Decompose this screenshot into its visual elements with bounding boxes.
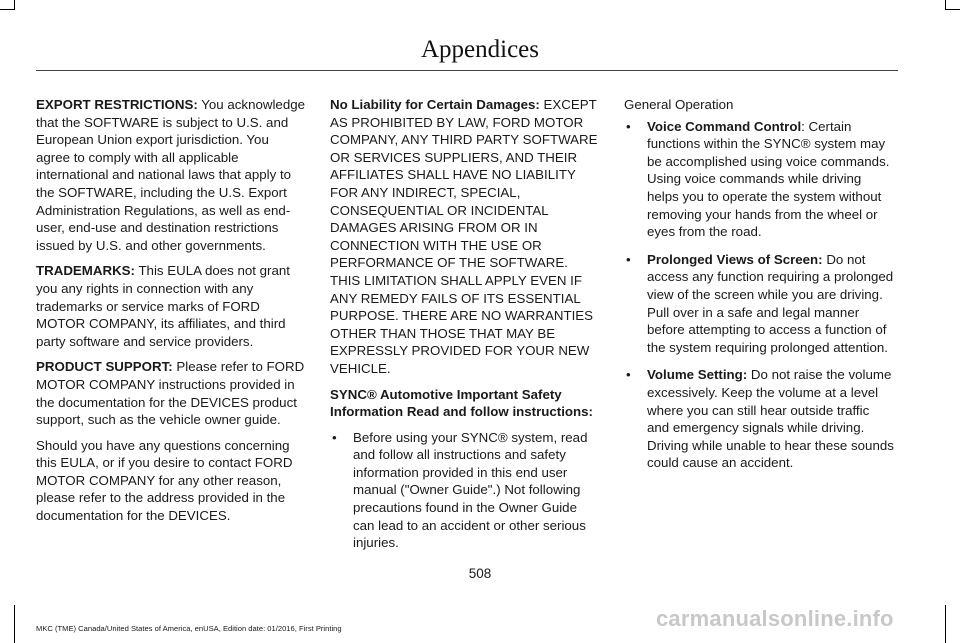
bullet-label: Volume Setting: [647, 367, 748, 383]
page-number: 508 [468, 566, 492, 581]
questions-paragraph: Should you have any questions concerning this EULA, or if you desire to contact FORD MOTOR COMPANY for any other reason, please refer to the address provided in the documentation for the DEVICES. [36, 437, 293, 524]
crop-mark [14, 0, 15, 10]
column-right [624, 96, 894, 482]
bullet-text: Do not raise the volume excessively. Keep the volume at a level where you can still hear outside traffic and emergency signals while driving. Driving while unable to hear these sounds could cause an accident. [647, 367, 894, 471]
trademarks-label: TRADEMARKS: [36, 263, 135, 279]
list-item [624, 366, 894, 472]
bullet-label: Prolonged Views of Screen: [647, 251, 823, 267]
trademarks-paragraph [36, 262, 306, 350]
bullet-label: Voice Command Control [647, 118, 802, 134]
support-text: Please refer to FORD MOTOR COMPANY instructions provided in the documentation for the DEVICES product support, such as the vehicle owner guide. [36, 359, 305, 428]
safety-bullet-list [330, 429, 600, 552]
liability-text: EXCEPT AS PROHIBITED BY LAW, FORD MOTOR COMPANY, ANY THIRD PARTY SOFTWARE OR SERVICES SUPPLIERS, AND THEIR AFFILIATES SHALL HAVE NO LIABILITY FOR ANY INDIRECT, SPECIAL, CONSEQUENTIAL OR INCIDENTAL DAMAGES ARISING FROM OR IN CONNECTION WITH THE USE OR PERFORMANCE OF THE SOFTWARE. THIS LIMITATION SHALL APPLY EVEN IF ANY REMEDY FAILS OF ITS ESSENTIAL PURPOSE. THERE ARE NO WARRANTIES OTHER THAN THOSE THAT MAY BE EXPRESSLY PROVIDED FOR YOUR NEW VEHICLE. [330, 97, 598, 376]
crop-mark [945, 0, 946, 10]
general-operation-heading: General Operation [624, 97, 734, 112]
safety-heading: SYNC® Automotive Important Safety Information Read and follow instructions: [330, 386, 593, 420]
support-label: PRODUCT SUPPORT: [36, 359, 173, 375]
column-left [36, 96, 306, 533]
list-item [624, 118, 894, 241]
crop-mark [14, 605, 15, 643]
column-middle [330, 96, 600, 562]
trademarks-text: This EULA does not grant you any rights in connection with any trademarks or service marks of FORD MOTOR COMPANY, its affiliates, and third party software and service providers. [36, 263, 290, 349]
operation-bullet-list [624, 118, 894, 472]
export-text: You acknowledge that the SOFTWARE is subject to U.S. and European Union export jurisdiction. You agree to comply with all applicable international and national laws that apply to the SOFTWARE, including the U.S. Export Administration Regulations, as well as end-user, end-use and destination restrictions issued by U.S. and other governments. [36, 97, 306, 253]
bullet-text: : Certain functions within the SYNC® system may be accomplished using voice commands. Using voice commands while driving helps you to operate the system without removing your hands from the wheel or eyes from the road. [647, 118, 890, 240]
watermark: carmanualsonline.info [656, 606, 894, 631]
crop-mark [0, 9, 14, 10]
export-restrictions-paragraph [36, 96, 306, 254]
product-support-paragraph [36, 358, 306, 428]
header-rule [36, 70, 898, 71]
bullet-text: Do not access any function requiring a prolonged view of the screen while you are driving. Pull over in a safe and legal manner before attempting to access a function of the system requiring prolonged attention. [647, 251, 894, 355]
export-label: EXPORT RESTRICTIONS: [36, 97, 198, 112]
footer-edition-text: MKC (TME) Canada/United States of America, enUSA, Edition date: 01/2016, First Printing [36, 624, 342, 633]
list-item: • Before using your SYNC® system, read and follow all instructions and safety information provided in this end user manual ("Owner Guide".) Not following precautions found in the Owner Guide can lead to an accident or other serious injuries. [330, 429, 600, 552]
list-item [624, 251, 894, 357]
liability-paragraph [330, 96, 600, 378]
page-title: Appendices [420, 36, 540, 63]
crop-mark [945, 605, 946, 643]
liability-label: No Liability for Certain Damages: [330, 97, 540, 112]
crop-mark [946, 9, 960, 10]
